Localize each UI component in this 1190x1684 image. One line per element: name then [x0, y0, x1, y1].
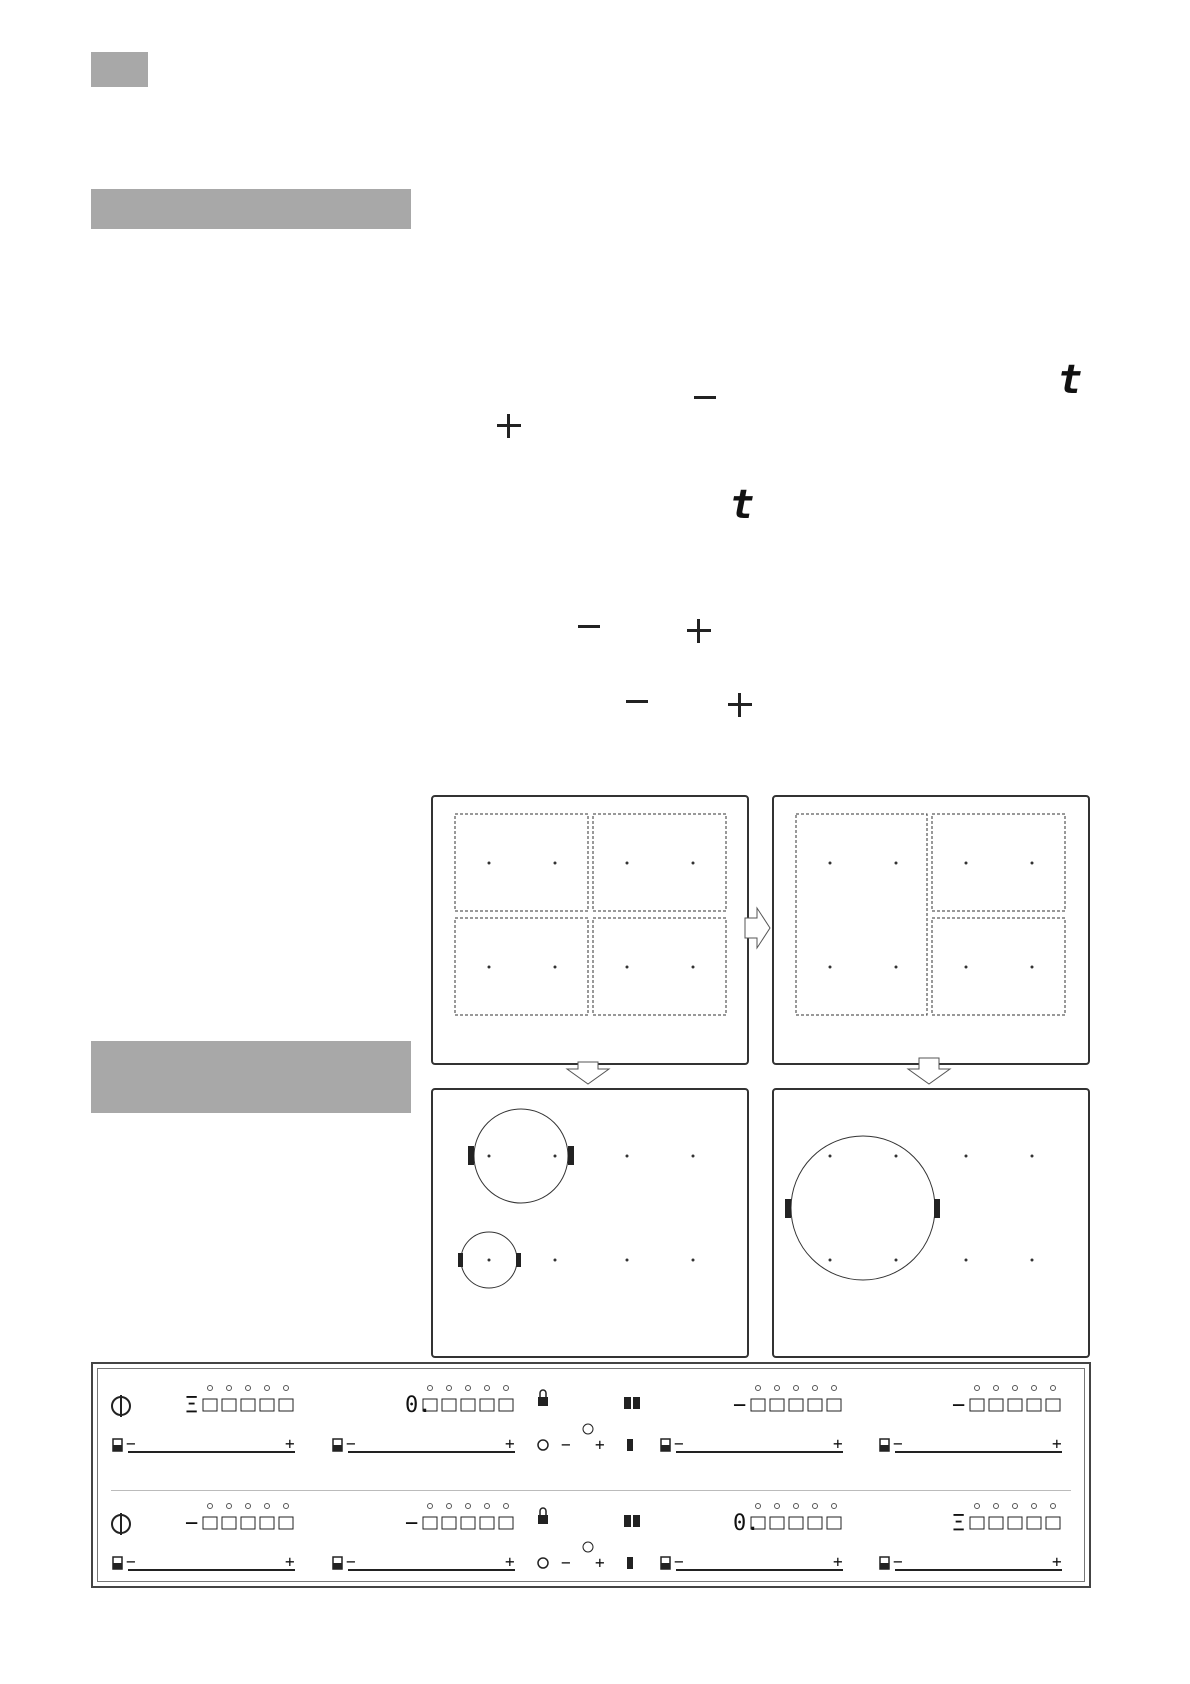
bridge-icon-left: [624, 1515, 631, 1527]
slider-minus-label[interactable]: −: [126, 1552, 136, 1571]
zone-display: 0.: [405, 1393, 432, 1418]
four-zones-drawing: [433, 797, 747, 1063]
power-level-indicator: [794, 1386, 799, 1391]
t-symbol-1: t: [1058, 357, 1083, 403]
zone-display: −: [405, 1511, 419, 1536]
bridge-icon-right: [633, 1515, 640, 1527]
minus-icon: [626, 700, 648, 703]
power-level-indicator: [246, 1504, 251, 1509]
power-level-box: [770, 1517, 784, 1529]
power-level-indicator: [756, 1386, 761, 1391]
zone-display: −: [733, 1393, 747, 1418]
zone-select-icon-fill: [661, 1445, 670, 1451]
power-level-indicator: [1013, 1386, 1018, 1391]
power-level-box: [260, 1399, 274, 1411]
power-level-box: [770, 1399, 784, 1411]
power-level-indicator: [975, 1504, 980, 1509]
power-level-box: [241, 1517, 255, 1529]
chef-icon: [538, 1440, 548, 1450]
diagram-panel-bridged-zones: [772, 795, 1090, 1065]
power-level-indicator: [832, 1386, 837, 1391]
power-level-box: [241, 1399, 255, 1411]
control-panel-drawing: [93, 1364, 1093, 1590]
power-level-indicator: [813, 1386, 818, 1391]
slider-minus-label[interactable]: −: [346, 1434, 356, 1453]
power-level-indicator: [1051, 1504, 1056, 1509]
power-level-indicator: [428, 1504, 433, 1509]
bridge-icon-left: [624, 1397, 631, 1409]
power-level-box: [480, 1399, 494, 1411]
power-level-indicator: [227, 1504, 232, 1509]
section-heading-bar-2: [91, 1041, 411, 1113]
power-level-box: [827, 1399, 841, 1411]
zone-select-icon-fill: [113, 1445, 122, 1451]
slider-plus-label[interactable]: +: [1052, 1552, 1062, 1571]
power-level-indicator: [994, 1386, 999, 1391]
plus-icon: [687, 619, 711, 643]
zone-select-icon-fill: [333, 1445, 342, 1451]
zone-display: −: [952, 1393, 966, 1418]
power-level-indicator: [447, 1504, 452, 1509]
zone-select-icon-fill: [333, 1563, 342, 1569]
plus-icon: [497, 414, 521, 438]
timer-minus-label[interactable]: −: [561, 1553, 571, 1572]
power-level-box: [222, 1399, 236, 1411]
lock-icon-shackle: [540, 1390, 546, 1397]
timer-plus-label[interactable]: +: [595, 1553, 605, 1572]
power-level-indicator: [1051, 1386, 1056, 1391]
slider-plus-label[interactable]: +: [505, 1434, 515, 1453]
slider-minus-label[interactable]: −: [893, 1552, 903, 1571]
timer-plus-label[interactable]: +: [595, 1435, 605, 1454]
pots-small-drawing: [433, 1090, 747, 1356]
bridged-zones-drawing: [774, 797, 1088, 1063]
power-level-indicator: [994, 1504, 999, 1509]
minus-icon: [578, 625, 600, 628]
power-level-box: [989, 1517, 1003, 1529]
zone-select-icon-fill: [880, 1445, 889, 1451]
power-level-indicator: [504, 1504, 509, 1509]
power-level-box: [1027, 1517, 1041, 1529]
zone-display: −: [185, 1511, 199, 1536]
power-level-indicator: [447, 1386, 452, 1391]
power-level-box: [423, 1517, 437, 1529]
power-level-box: [442, 1399, 456, 1411]
power-level-indicator: [428, 1386, 433, 1391]
lock-icon: [538, 1397, 548, 1406]
slider-minus-label[interactable]: −: [674, 1552, 684, 1571]
t-symbol-2: t: [730, 482, 755, 528]
power-level-indicator: [1032, 1386, 1037, 1391]
power-level-indicator: [208, 1504, 213, 1509]
power-level-indicator: [466, 1386, 471, 1391]
zone-display: Ξ: [952, 1511, 966, 1536]
power-level-indicator: [1032, 1504, 1037, 1509]
power-level-indicator: [466, 1504, 471, 1509]
power-level-box: [1008, 1517, 1022, 1529]
power-level-box: [989, 1399, 1003, 1411]
power-level-indicator: [832, 1504, 837, 1509]
power-level-box: [279, 1517, 293, 1529]
timer-minus-label[interactable]: −: [561, 1435, 571, 1454]
power-level-indicator: [284, 1504, 289, 1509]
diagram-panel-four-zones: [431, 795, 749, 1065]
power-level-indicator: [208, 1386, 213, 1391]
power-level-indicator: [265, 1504, 270, 1509]
power-level-box: [279, 1399, 293, 1411]
power-level-box: [499, 1517, 513, 1529]
power-level-box: [827, 1517, 841, 1529]
slider-plus-label[interactable]: +: [285, 1552, 295, 1571]
slider-minus-label[interactable]: −: [126, 1434, 136, 1453]
zone-select-icon-fill: [113, 1563, 122, 1569]
zone-select-icon-fill: [661, 1563, 670, 1569]
power-level-box: [1027, 1399, 1041, 1411]
power-level-box: [203, 1517, 217, 1529]
slider-plus-label[interactable]: +: [833, 1552, 843, 1571]
power-level-box: [260, 1517, 274, 1529]
hob-control-panel: [91, 1362, 1091, 1588]
power-level-indicator: [775, 1504, 780, 1509]
timer-display-icon: [627, 1439, 633, 1451]
power-level-box: [1046, 1517, 1060, 1529]
power-level-box: [1008, 1399, 1022, 1411]
power-level-indicator: [265, 1386, 270, 1391]
timer-icon: [583, 1542, 593, 1552]
diagram-panel-pot-large: [772, 1088, 1090, 1358]
slider-plus-label[interactable]: +: [833, 1434, 843, 1453]
power-level-indicator: [794, 1504, 799, 1509]
power-level-indicator: [227, 1386, 232, 1391]
down-arrow-icon: [567, 1062, 609, 1084]
power-level-indicator: [246, 1386, 251, 1391]
power-level-box: [203, 1399, 217, 1411]
section-marker-block: [91, 52, 148, 87]
slider-plus-label[interactable]: +: [1052, 1434, 1062, 1453]
zone-display: 0.: [733, 1511, 760, 1536]
slider-plus-label[interactable]: +: [505, 1552, 515, 1571]
power-level-box: [751, 1399, 765, 1411]
power-level-box: [461, 1399, 475, 1411]
zone-select-icon-fill: [880, 1563, 889, 1569]
power-level-box: [789, 1517, 803, 1529]
lock-icon-shackle: [540, 1508, 546, 1515]
power-level-indicator: [975, 1386, 980, 1391]
power-level-box: [808, 1517, 822, 1529]
zone-display: Ξ: [185, 1393, 199, 1418]
slider-minus-label[interactable]: −: [893, 1434, 903, 1453]
power-level-box: [808, 1399, 822, 1411]
slider-minus-label[interactable]: −: [674, 1434, 684, 1453]
power-level-box: [442, 1517, 456, 1529]
lock-icon: [538, 1515, 548, 1524]
diagram-panel-pots-small: [431, 1088, 749, 1358]
power-level-indicator: [1013, 1504, 1018, 1509]
power-level-indicator: [756, 1504, 761, 1509]
minus-icon: [694, 396, 716, 399]
power-level-box: [222, 1517, 236, 1529]
section-heading-bar: [91, 189, 411, 229]
timer-display-icon: [627, 1557, 633, 1569]
power-level-indicator: [504, 1386, 509, 1391]
power-level-box: [789, 1399, 803, 1411]
power-level-box: [480, 1517, 494, 1529]
power-level-box: [970, 1517, 984, 1529]
power-level-box: [970, 1399, 984, 1411]
power-level-indicator: [284, 1386, 289, 1391]
power-level-indicator: [485, 1386, 490, 1391]
chef-icon: [538, 1558, 548, 1568]
bridge-icon-right: [633, 1397, 640, 1409]
plus-icon: [728, 693, 752, 717]
pot-large-drawing: [774, 1090, 1088, 1356]
power-level-box: [1046, 1399, 1060, 1411]
power-level-indicator: [775, 1386, 780, 1391]
power-level-box: [499, 1399, 513, 1411]
timer-icon: [583, 1424, 593, 1434]
power-level-indicator: [813, 1504, 818, 1509]
slider-plus-label[interactable]: +: [285, 1434, 295, 1453]
slider-minus-label[interactable]: −: [346, 1552, 356, 1571]
power-level-indicator: [485, 1504, 490, 1509]
power-level-box: [461, 1517, 475, 1529]
